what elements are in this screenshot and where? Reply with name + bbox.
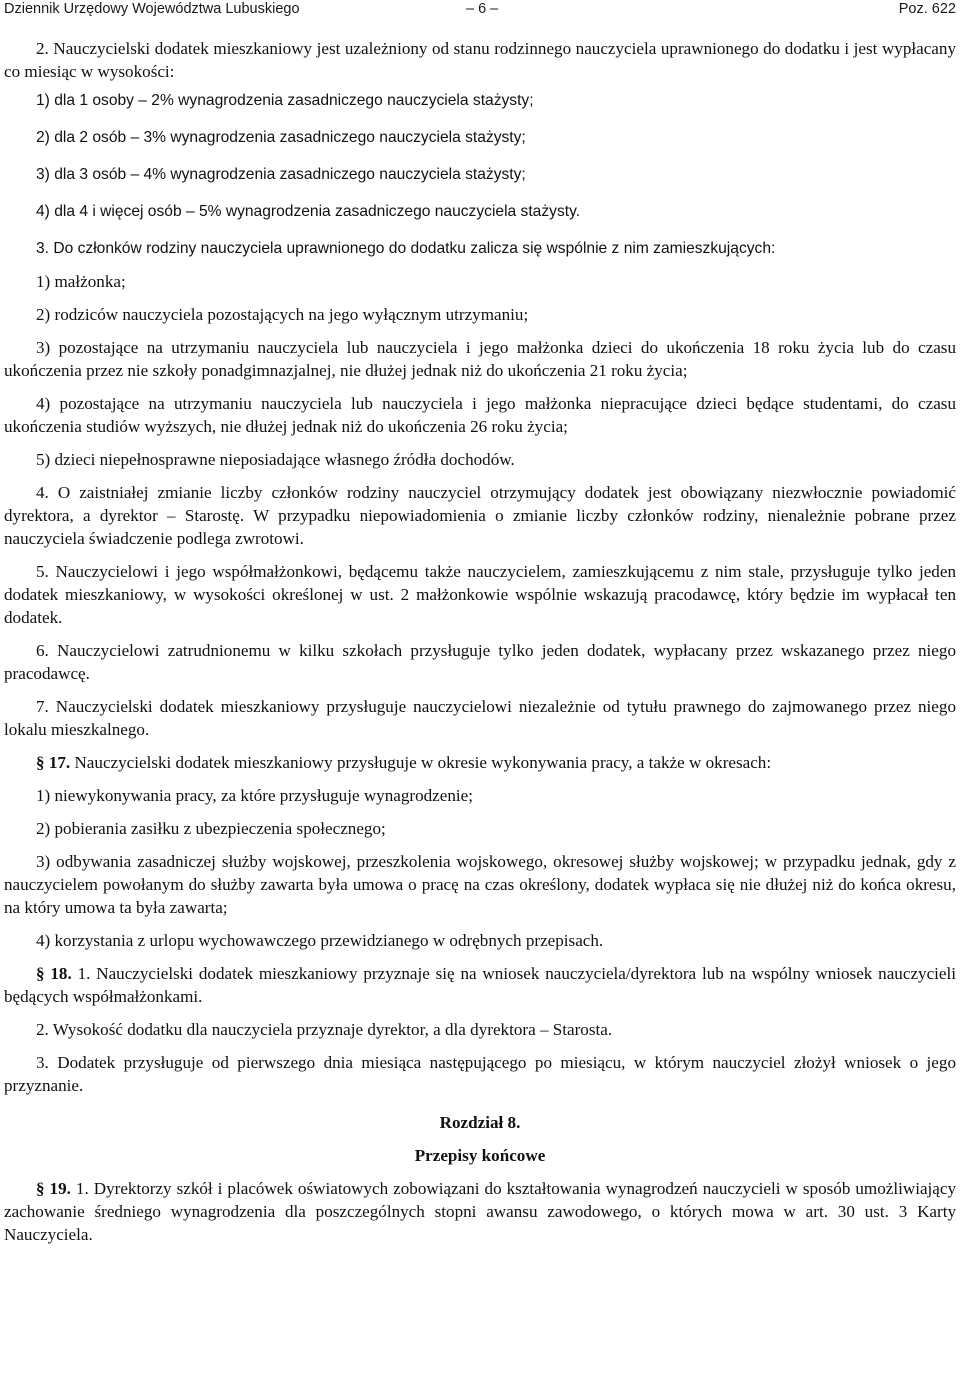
section-17-text: Nauczycielski dodatek mieszkaniowy przysługuje w okresie wykonywania pracy, a także w okresach: <box>70 753 772 772</box>
position-number: Poz. 622 <box>898 1 956 17</box>
paragraph-5: 5. Nauczycielowi i jego współmałżonkowi, będącemu także nauczycielem, zamieszkującemu z nim stale, przysługuje tylko jeden dodatek mieszkaniowy, w wysokości określonej w ust. 2 małżonkowie wspólnie wskazują pracodawcę, który będzie im wypłacał ten dodatek. <box>4 562 956 627</box>
paragraph-6: 6. Nauczycielowi zatrudnionemu w kilku szkołach przysługuje tylko jeden dodatek, wypłacany przez wskazanego przez niego pracodawcę. <box>4 641 956 683</box>
list-item: 3) pozostające na utrzymaniu nauczyciela lub nauczyciela i jego małżonka dzieci do ukończenia 18 roku życia lub do czasu ukończenia przez nie szkoły ponadgimnazjalnej, nie dłużej jednak niż do ukończenia 21 roku życia; <box>4 338 956 380</box>
journal-title: Dziennik Urzędowy Województwa Lubuskiego <box>4 1 300 17</box>
list-item: 1) dla 1 osoby – 2% wynagrodzenia zasadniczego nauczyciela stażysty; <box>36 92 534 109</box>
section-19-text: 1. Dyrektorzy szkół i placówek oświatowych zobowiązani do kształtowania wynagrodzeń nauczycieli w sposób umożliwiający zachowanie średniego wynagrodzenia dla poszczególnych stopni awansu zawodowego, o których mowa w art. 30 ust. 3 Karty Nauczyciela. <box>4 1179 956 1244</box>
chapter-title: Przepisy końcowe <box>414 1146 546 1165</box>
document-body <box>4 37 956 1256</box>
section-17 <box>4 751 956 774</box>
list-item: 2) pobierania zasiłku z ubezpieczenia społecznego; <box>36 819 386 838</box>
section-18 <box>4 962 956 1008</box>
list-item: 1) niewykonywania pracy, za które przysługuje wynagrodzenie; <box>36 786 473 805</box>
list-item: 4) korzystania z urlopu wychowawczego przewidzianego w odrębnych przepisach. <box>36 931 604 950</box>
paragraph-18-2: 2. Wysokość dodatku dla nauczyciela przyznaje dyrektor, a dla dyrektora – Starosta. <box>36 1020 613 1039</box>
page-header <box>4 0 956 22</box>
list-item: 2) rodziców nauczyciela pozostających na jego wyłącznym utrzymaniu; <box>36 305 529 324</box>
list-item: 3) dla 3 osób – 4% wynagrodzenia zasadniczego nauczyciela stażysty; <box>36 166 526 183</box>
paragraph-3-intro: 3. Do członków rodziny nauczyciela uprawnionego do dodatku zalicza się wspólnie z nim zamieszkujących: <box>36 240 776 257</box>
page-number: – 6 – <box>466 1 499 17</box>
list-item: 1) małżonka; <box>36 272 126 291</box>
section-17-number: § 17. <box>36 753 71 772</box>
paragraph-7: 7. Nauczycielski dodatek mieszkaniowy przysługuje nauczycielowi niezależnie od tytułu prawnego do zajmowanego przez niego lokalu mieszkalnego. <box>4 697 956 739</box>
list-item: 4) dla 4 i więcej osób – 5% wynagrodzenia zasadniczego nauczyciela stażysty. <box>36 203 581 220</box>
paragraph-4: 4. O zaistniałej zmianie liczby członków rodziny nauczyciel otrzymujący dodatek jest obowiązany niezwłocznie powiadomić dyrektora, a dyrektor – Starostę. W przypadku niepowiadomienia o zmianie liczby członków rodziny, nienależnie pobrane przez nauczyciela świadczenie podlega zwrotowi. <box>4 483 956 548</box>
list-item: 5) dzieci niepełnosprawne nieposiadające własnego źródła dochodów. <box>36 450 515 469</box>
section-18-text: 1. Nauczycielski dodatek mieszkaniowy przyznaje się na wniosek nauczyciela/dyrektora lub na wspólny wniosek nauczycieli będących współmałżonkami. <box>4 964 956 1006</box>
paragraph-18-3: 3. Dodatek przysługuje od pierwszego dnia miesiąca następującego po miesiącu, w którym nauczyciel złożył wniosek o jego przyznanie. <box>4 1053 956 1095</box>
paragraph-2-intro: 2. Nauczycielski dodatek mieszkaniowy jest uzależniony od stanu rodzinnego nauczyciela uprawnionego do dodatku i jest wypłacany co miesiąc w wysokości: <box>4 39 956 81</box>
list-item: 4) pozostające na utrzymaniu nauczyciela lub nauczyciela i jego małżonka niepracujące dzieci będące studentami, do czasu ukończenia studiów wyższych, nie dłużej jednak niż do ukończenia 26 roku życia; <box>4 394 956 436</box>
section-19 <box>4 1177 956 1246</box>
section-18-number: § 18. <box>36 964 72 983</box>
list-item: 2) dla 2 osób – 3% wynagrodzenia zasadniczego nauczyciela stażysty; <box>36 129 526 146</box>
list-item: 3) odbywania zasadniczej służby wojskowej, przeszkolenia wojskowego, okresowej służby wojskowej; w przypadku jednak, gdy z nauczycielem powołanym do służby zawarta była umowa o pracę na czas określony, dodatek wypłaca się nie dłużej niż do końca okresu, na który umowa ta była zawarta; <box>4 852 956 917</box>
chapter-heading: Rozdział 8. <box>439 1113 521 1132</box>
section-19-number: § 19. <box>36 1179 71 1198</box>
